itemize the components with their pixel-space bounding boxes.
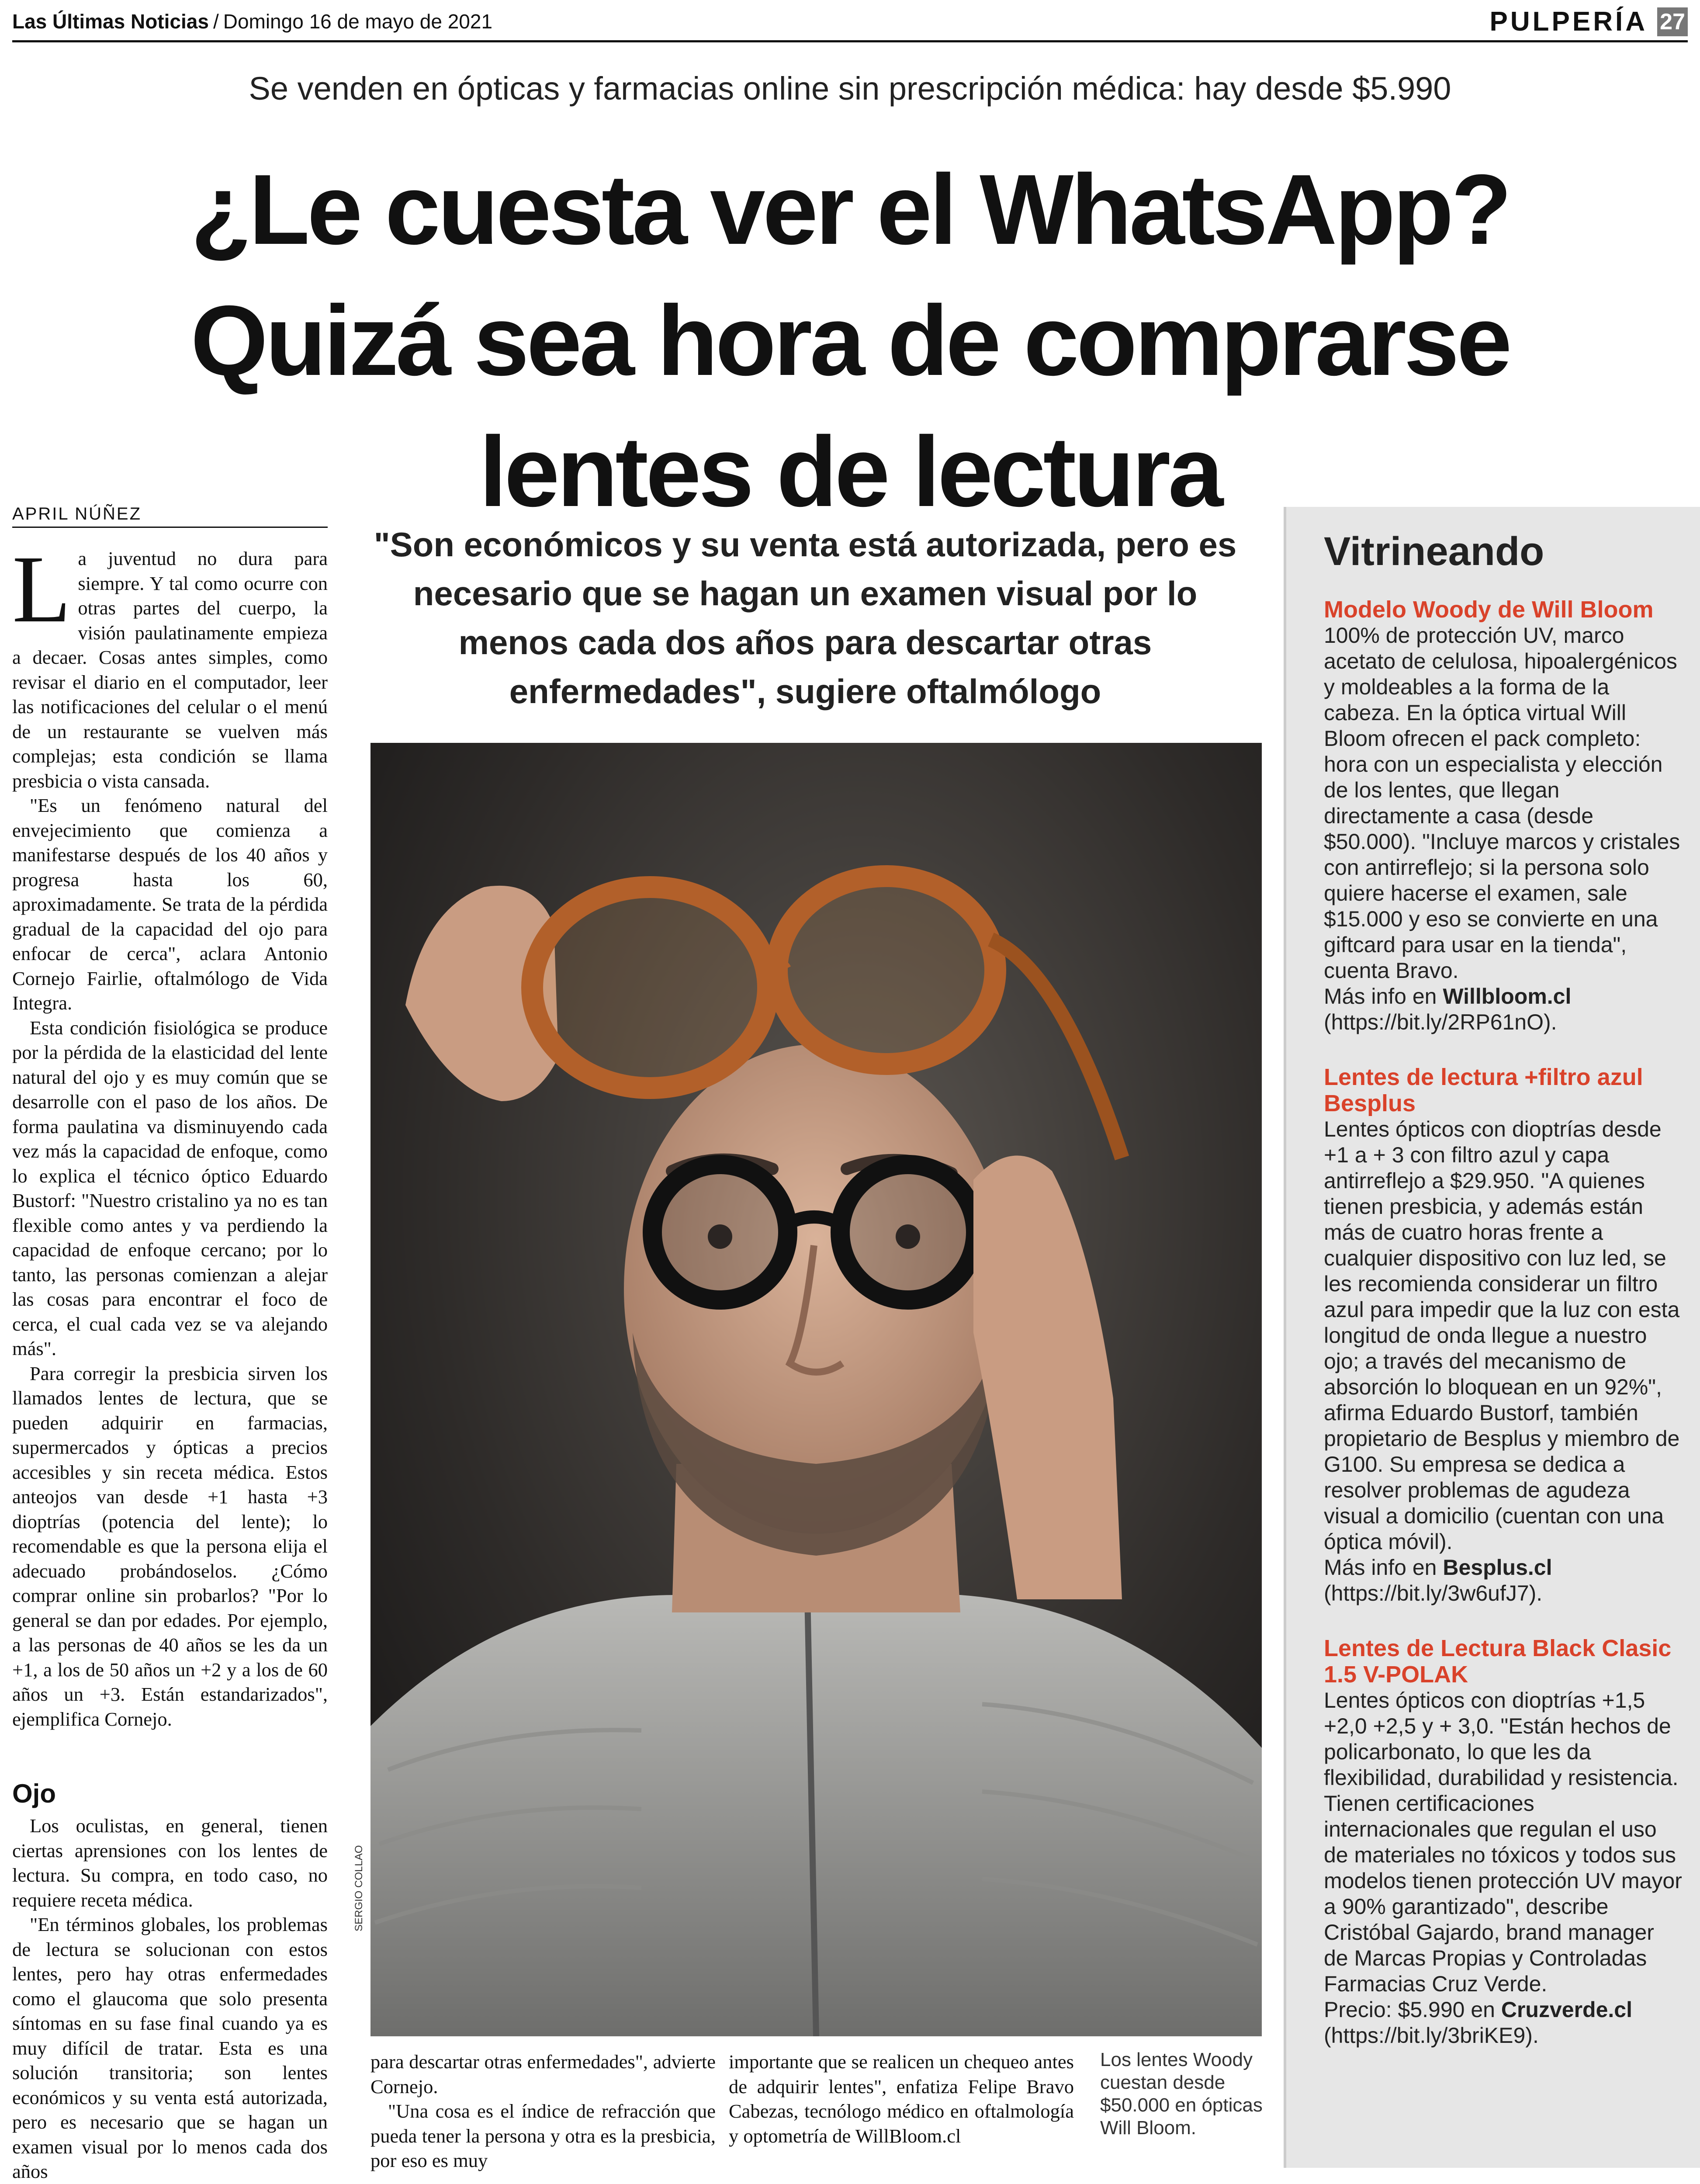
product-more-info [1324, 984, 1682, 1035]
article-body-column-continued [12, 1813, 328, 2184]
product-text: Lentes ópticos con dioptrías desde +1 a + 3 con filtro azul y capa antirreflejo a $29.950. "A quienes tienen presbicia, y además están más de cuatro horas frente a cualquier dispositivo con luz led, se les recomienda considerar un filtro azul para impedir que la luz con esta longitud de onda llegue a nuestro ojo; a través del mecanismo de absorción lo bloquean en un 92%", afirma Eduardo Bustorf, también propietario de Besplus y miembro de G100. Su empresa se dedica a resolver problemas de agudeza visual a domicilio (cuentan con una óptica móvil). [1324, 1117, 1680, 1554]
more-info-prefix: Más info en [1324, 1555, 1443, 1580]
product-site-link[interactable]: Willbloom.cl [1443, 984, 1572, 1009]
product-short-link[interactable]: (https://bit.ly/3briKE9). [1324, 2023, 1539, 2048]
photo-caption: Los lentes Woody cuestan desde $50.000 en ópticas Will Bloom. [1100, 2049, 1263, 2139]
article-paragraph: "Es un fenómeno natural del envejecimiento que comienza a manifestarse después de los 40 años y progresa hasta los 60, aproximadamente. Se trata de la pérdida gradual de la capacidad del ojo para enfocar de cerca", aclara Antonio Cornejo Fairlie, oftalmólogo de Vida Integra. [12, 794, 328, 1014]
article-body-column [12, 536, 328, 1731]
product-short-link[interactable]: (https://bit.ly/2RP61nO). [1324, 1010, 1557, 1034]
product-title: Lentes de lectura +filtro azul Besplus [1324, 1064, 1643, 1116]
product-text: 100% de protección UV, marco acetato de celulosa, hipoalergénicos y moldeables a la forma de la cabeza. En la óptica virtual Will Bloom ofrecen el pack completo: hora con un especialista y elección de los lentes, que llegan directamente a casa (desde $50.000). "Incluye marcos y cristales con antirreflejo; si la persona solo quiere hacerse el examen, sale $15.000 y eso se convierte en una giftcard para usar en la tienda", cuenta Bravo. [1324, 623, 1680, 983]
article-paragraph: importante que se realicen un chequeo antes de adquirir lentes", enfatiza Felipe Bravo Cabezas, tecnólogo médico en oftalmología y optometría de WillBloom.cl [729, 2051, 1074, 2147]
product-item [1324, 596, 1682, 1035]
product-item [1324, 1635, 1682, 2049]
article-paragraph [12, 536, 328, 793]
sidebar-items [1324, 596, 1682, 2077]
product-description [1324, 623, 1682, 1035]
newspaper-header [12, 10, 492, 33]
publication-name: Las Últimas Noticias [12, 10, 209, 33]
paragraph-text: a juventud no dura para siempre. Y tal como ocurre con otras partes del cuerpo, la visión paulatinamente empieza a decaer. Cosas antes simples, como revisar el diario en el computador, leer las notificaciones del celular o el menú de un restaurante se vuelven más complejas; esta condición se llama presbicia o vista cansada. [12, 548, 328, 792]
subheading: Ojo [12, 1779, 56, 1808]
article-paragraph: "Una cosa es el índice de refracción que pueda tener la persona y otra es la presbicia, por eso es muy [370, 2100, 716, 2171]
product-more-info [1324, 1555, 1682, 1606]
article-paragraph: Esta condición fisiológica se produce por la pérdida de la elasticidad del lente natural del ojo y es muy común que se desarrolle con el paso de los años. De forma paulatina va disminuyendo cada vez más la capacidad de enfoque, como lo explica el técnico óptico Eduardo Bustorf: "Nuestro cristalino ya no es tan flexible como antes y va perdiendo la capacidad de enfoque cercano; por lo tanto, las personas comienzan a alejar las cosas para encontrar el foco de cerca, el cual cada vez se va alejando más". [12, 1016, 328, 1359]
product-short-link[interactable]: (https://bit.ly/3w6ufJ7). [1324, 1581, 1543, 1605]
publication-date: Domingo 16 de mayo de 2021 [223, 10, 493, 33]
article-photo [370, 743, 1262, 2036]
more-info-prefix: Más info en [1324, 984, 1443, 1009]
section-header [1490, 6, 1688, 37]
header-rule [12, 40, 1688, 42]
headline: ¿Le cuesta ver el WhatsApp? Quizá sea hora de comprarse lentes de lectura [190, 154, 1510, 527]
header-separator: / [213, 10, 219, 33]
article-paragraph: Para corregir la presbicia sirven los llamados lentes de lectura, que se pueden adquirir en farmacias, supermercados y ópticas a precios accesibles y sin receta médica. Estos anteojos van desde +1 hasta +3 dioptrías (potencia del lente); lo recomendable es que la persona elija el adecuado probándoselos. ¿Cómo comprar online sin probarlos? "Por lo general se dan por edades. Por ejemplo, a las personas de 40 años se les da un +1, a los de 50 años un +2 y a los de 60 años un +3. Están estandarizados", ejemplifica Cornejo. [12, 1362, 328, 1730]
sidebar-title: Vitrineando [1324, 529, 1544, 574]
dropcap: L [12, 536, 71, 642]
byline: APRIL NÚÑEZ [12, 504, 328, 528]
article-body-bottom-column [729, 2049, 1074, 2148]
article-body-bottom-column [370, 2049, 716, 2173]
product-title: Modelo Woody de Will Bloom [1324, 596, 1654, 623]
product-description [1324, 1116, 1682, 1606]
page-number-badge: 27 [1657, 7, 1688, 36]
product-site-link[interactable]: Besplus.cl [1443, 1555, 1552, 1580]
product-site-link[interactable]: Cruzverde.cl [1501, 1997, 1632, 2022]
article-paragraph: "En términos globales, los problemas de lectura se solucionan con estos lentes, pero hay otras enfermedades como el glaucoma que solo presenta síntomas en su fase final cuando ya es muy difícil de tratar. Esta es una solución transitoria; son lentes económicos y su venta está autorizada, pero es necesario que se hagan un examen visual por lo menos cada dos años [12, 1914, 328, 2182]
photo-illustration [370, 743, 1262, 2036]
pull-quote: "Son económicos y su venta está autorizada, pero es necesario que se hagan un examen visual por lo menos cada dos años para descartar otras enfermedades", sugiere oftalmólogo [374, 525, 1237, 711]
photo-credit: SERGIO COLLAO [353, 1845, 365, 1931]
article-paragraph: para descartar otras enfermedades", advierte Cornejo. [370, 2051, 716, 2097]
product-text: Lentes ópticos con dioptrías +1,5 +2,0 +2,5 y + 3,0. "Están hechos de policarbonato, lo que les da flexibilidad, durabilidad y resistencia. Tienen certificaciones internacionales que regulan el uso de materiales no tóxicos y todos sus modelos tienen protección UV mayor a 90% garantizado", describe Cristóbal Gajardo, brand manager de Marcas Propias y Controladas Farmacias Cruz Verde. [1324, 1688, 1682, 1996]
article-paragraph: Los oculistas, en general, tienen ciertas aprensiones con los lentes de lectura. Su compra, en todo caso, no requiere receta médica. [12, 1815, 328, 1911]
more-info-prefix: Precio: $5.990 en [1324, 1997, 1501, 2022]
section-name: PULPERÍA [1489, 7, 1648, 37]
product-more-info [1324, 1997, 1682, 2049]
product-description [1324, 1688, 1682, 2049]
kicker: Se venden en ópticas y farmacias online sin prescripción médica: hay desde $5.990 [249, 70, 1451, 107]
product-title: Lentes de Lectura Black Clasic 1.5 V-POLAK [1324, 1635, 1672, 1688]
product-item [1324, 1064, 1682, 1606]
